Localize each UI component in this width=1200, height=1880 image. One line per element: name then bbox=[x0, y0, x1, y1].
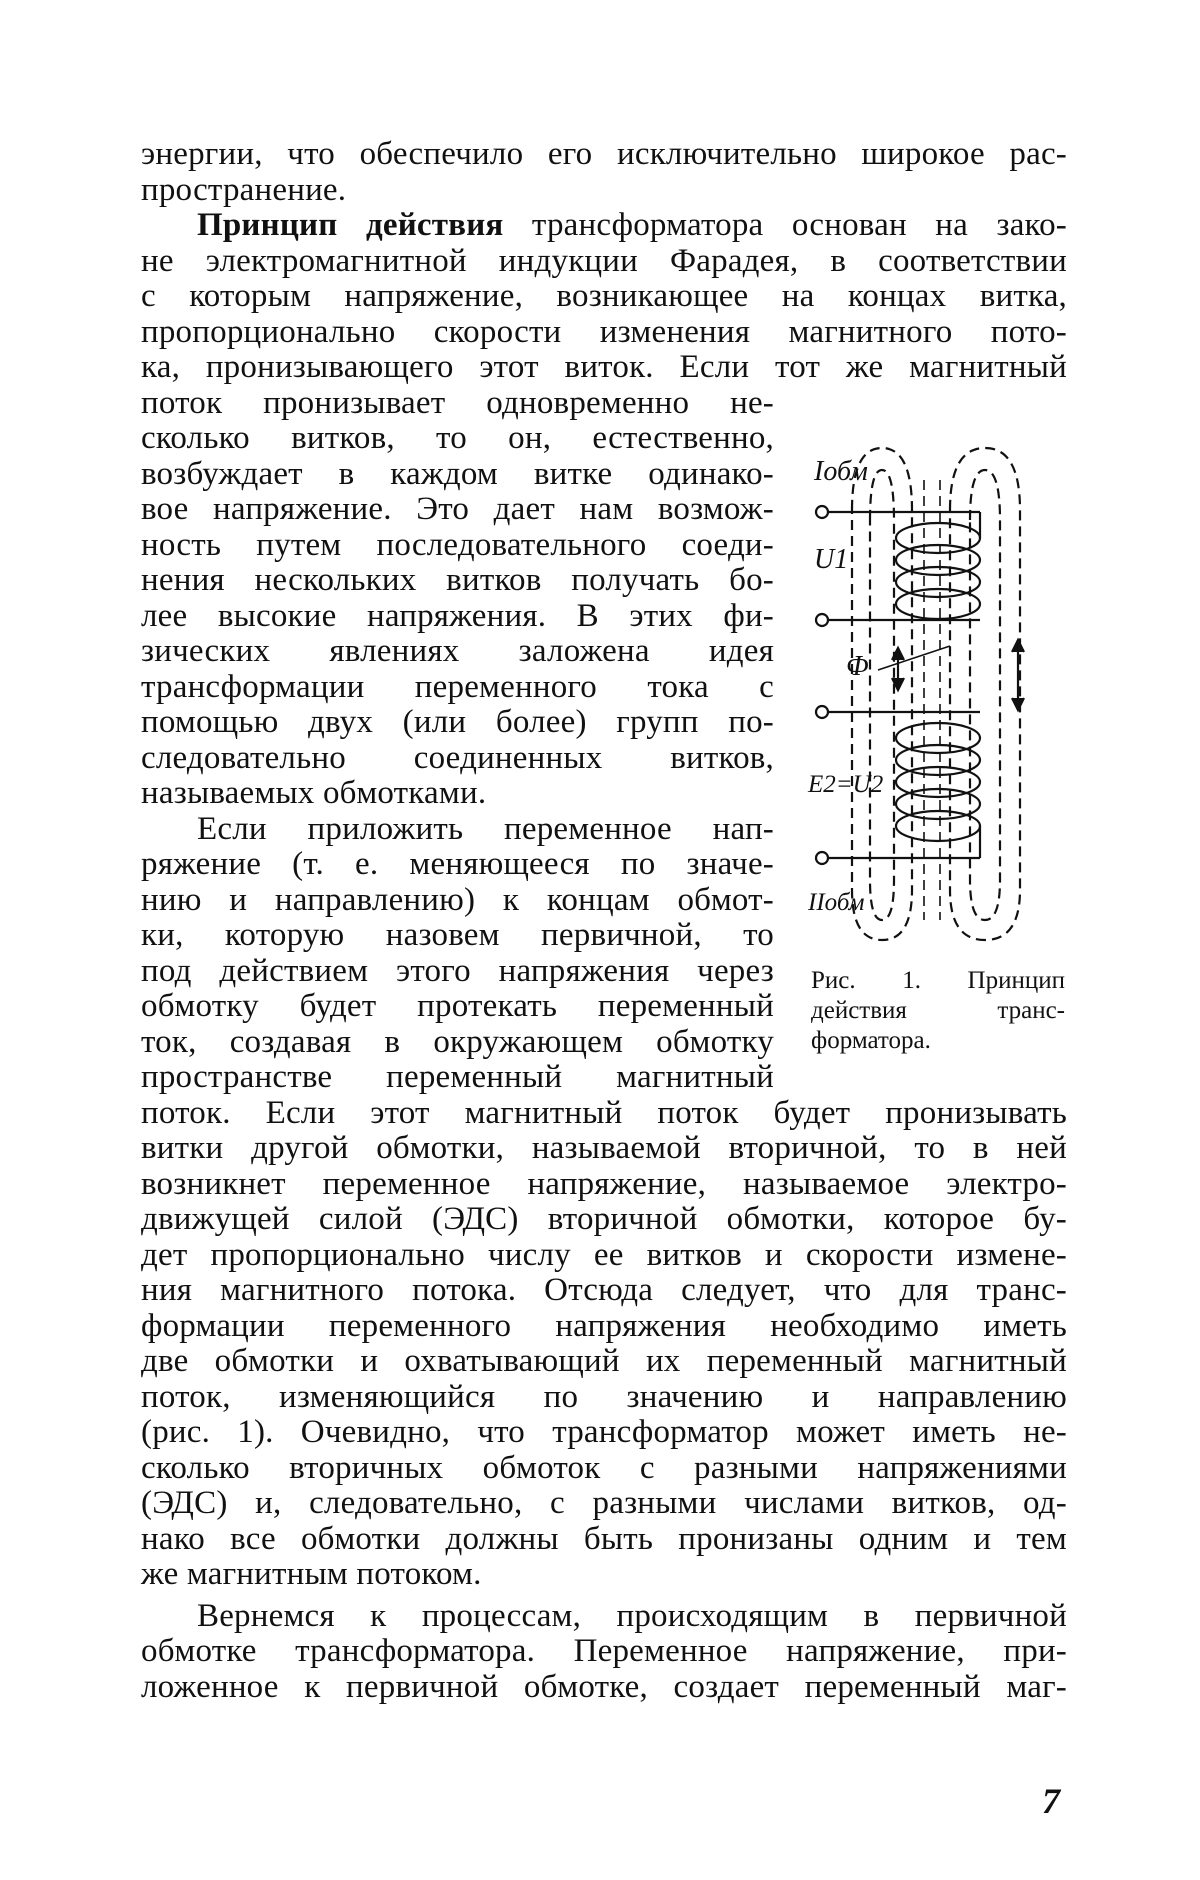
text-line: пространстве переменный магнитный bbox=[141, 1059, 774, 1095]
text-line: возбуждает в каждом витке одинако- bbox=[141, 456, 774, 492]
text-line: обмотку будет протекать переменный bbox=[141, 988, 774, 1024]
paragraph-start bbox=[141, 207, 1067, 243]
text-line: под действием этого напряжения через bbox=[141, 953, 774, 989]
text-line: нако все обмотки должны быть пронизаны одним и тем bbox=[141, 1521, 1067, 1557]
flux-loop-inner-right bbox=[970, 470, 1000, 920]
paragraph-start bbox=[141, 1598, 1067, 1634]
transformer-figure bbox=[800, 420, 1065, 950]
text-line: ка, пронизывающего этот виток. Если тот же магнитный bbox=[141, 349, 1067, 385]
figure-caption-line: форматора. bbox=[811, 1026, 1065, 1056]
flux-loop-outer-left bbox=[852, 448, 912, 940]
text-line: поток пронизывает одновременно не- bbox=[141, 385, 774, 421]
secondary-coil bbox=[896, 723, 980, 841]
figure-caption-line: действия транс- bbox=[811, 996, 1065, 1026]
primary-coil bbox=[896, 523, 980, 619]
book-page bbox=[0, 0, 1200, 1880]
bold-term: Принцип действия bbox=[197, 207, 503, 243]
text-line: сколько витков, то он, естественно, bbox=[141, 420, 774, 456]
text-line: формации переменного напряжения необходимо иметь bbox=[141, 1308, 1067, 1344]
text-line: нения нескольких витков получать бо- bbox=[141, 562, 774, 598]
text-line: движущей силой (ЭДС) вторичной обмотки, которое бу- bbox=[141, 1201, 1067, 1237]
text-line: ность путем последовательного соеди- bbox=[141, 527, 774, 563]
label-u1: U1 bbox=[814, 544, 848, 575]
text-line: же магнитным потоком. bbox=[141, 1556, 1067, 1592]
text-line: две обмотки и охватывающий их переменный магнитный bbox=[141, 1343, 1067, 1379]
text-line: ки, которую назовем первичной, то bbox=[141, 917, 774, 953]
text-span: Вернемся к процессам, происходящим в первичной bbox=[197, 1598, 1067, 1634]
text-line: зических явлениях заложена идея bbox=[141, 633, 774, 669]
label-e2-u2: E2=U2 bbox=[807, 771, 883, 798]
text-line: (ЭДС) и, следовательно, с разными числами витков, од- bbox=[141, 1485, 1067, 1521]
text-line: возникнет переменное напряжение, называемое электро- bbox=[141, 1166, 1067, 1202]
flux-loop-outer-right bbox=[950, 448, 1020, 940]
label-secondary-winding: IIобм bbox=[807, 889, 864, 916]
text-line: дет пропорционально числу ее витков и скорости измене- bbox=[141, 1237, 1067, 1273]
text-line: называемых обмотками. bbox=[141, 775, 774, 811]
page-number: 7 bbox=[1042, 1780, 1060, 1822]
text-line: энергии, что обеспечило его исключительно широкое рас- bbox=[141, 136, 1067, 172]
text-line: сколько вторичных обмоток с разными напряжениями bbox=[141, 1450, 1067, 1486]
flux-loop-inner-left bbox=[870, 470, 894, 920]
text-span: трансформатора основан на зако- bbox=[503, 207, 1067, 243]
text-line: поток, изменяющийся по значению и направлению bbox=[141, 1379, 1067, 1415]
text-line: нию и направлению) к концам обмот- bbox=[141, 882, 774, 918]
text-line: трансформации переменного тока с bbox=[141, 669, 774, 705]
text-line: следовательно соединенных витков, bbox=[141, 740, 774, 776]
text-line: ток, создавая в окружающем обмотку bbox=[141, 1024, 774, 1060]
text-line: пространение. bbox=[141, 172, 1067, 208]
label-flux: Ф bbox=[846, 651, 869, 682]
text-line: витки другой обмотки, называемой вторичной, то в ней bbox=[141, 1130, 1067, 1166]
text-line: обмотке трансформатора. Переменное напряжение, при- bbox=[141, 1633, 1067, 1669]
text-line: поток. Если этот магнитный поток будет пронизывать bbox=[141, 1095, 1067, 1131]
text-line: с которым напряжение, возникающее на концах витка, bbox=[141, 278, 1067, 314]
text-line: пропорционально скорости изменения магнитного пото- bbox=[141, 314, 1067, 350]
text-line: ложенное к первичной обмотке, создает переменный маг- bbox=[141, 1669, 1067, 1705]
text-span: Если приложить переменное нап- bbox=[197, 811, 774, 847]
label-primary-winding: Iобм bbox=[813, 456, 868, 487]
text-line: не электромагнитной индукции Фарадея, в соответствии bbox=[141, 243, 1067, 279]
text-line: лее высокие напряжения. В этих фи- bbox=[141, 598, 774, 634]
figure-caption-line: Рис. 1. Принцип bbox=[811, 966, 1065, 996]
text-line: ния магнитного потока. Отсюда следует, что для транс- bbox=[141, 1272, 1067, 1308]
text-line: вое напряжение. Это дает нам возмож- bbox=[141, 491, 774, 527]
text-line: ряжение (т. е. меняющееся по значе- bbox=[141, 846, 774, 882]
text-line: помощью двух (или более) групп по- bbox=[141, 704, 774, 740]
paragraph-start bbox=[141, 811, 774, 847]
text-line: (рис. 1). Очевидно, что трансформатор может иметь не- bbox=[141, 1414, 1067, 1450]
